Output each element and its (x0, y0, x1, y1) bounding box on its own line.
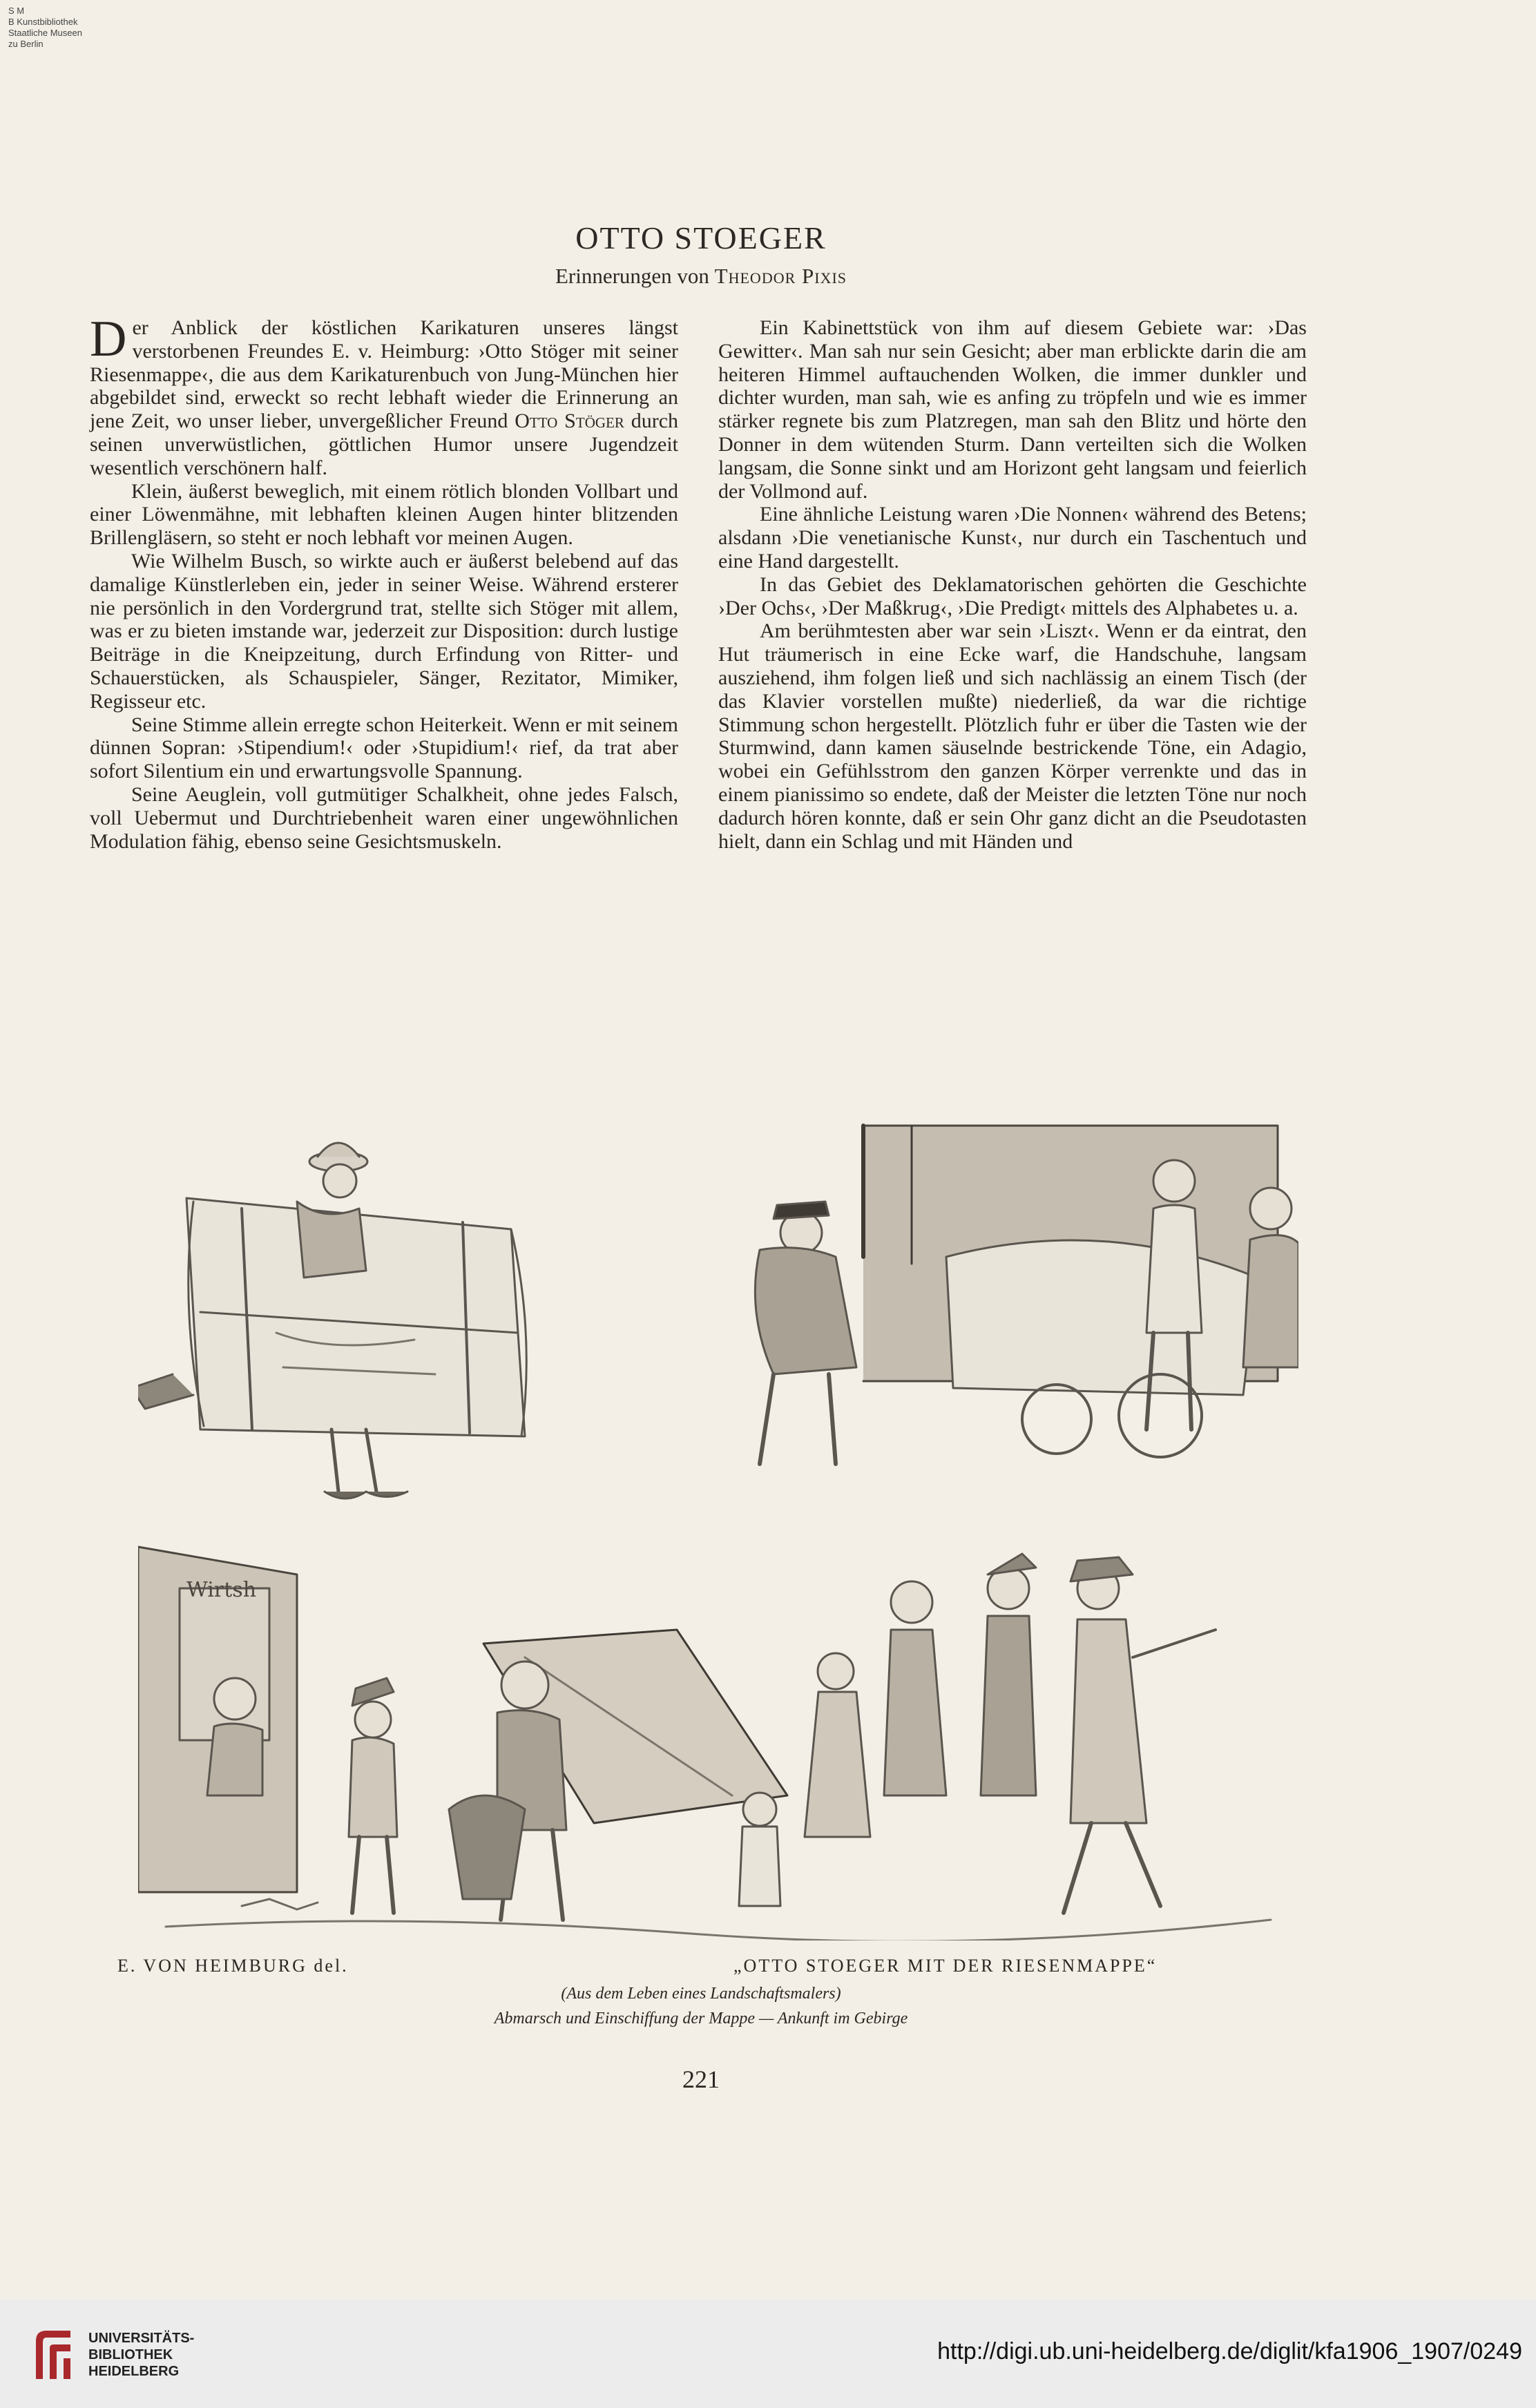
illustration-subcaption: Abmarsch und Einschiffung der Mappe — Ankunft im Gebirge (494, 2010, 908, 2027)
right-column (718, 316, 1307, 853)
paragraph: Ein Kabinettstück von ihm auf diesem Gebiete war: ›Das Gewitter‹. Man sah nur sein Gesicht; aber man erblickte darin die am heiteren Himmel auftauchenden Wolken, die immer dunkler und dichter wurden, man sah, wie es anfing zu tröpfeln und wie es immer stärker regnete bis zum Platzregen, man sah den Blitz und hörte den Donner in dem wütenden Sturm. Dann verteilten sich die Wolken langsam, die Sonne sinkt und am Horizont geht langsam und feierlich der Vollmond auf. (718, 316, 1307, 503)
library-name-line: HEIDELBERG (88, 2364, 180, 2379)
university-library-logo-icon (29, 2327, 77, 2382)
footer-bar (0, 2300, 1536, 2408)
drop-cap: D (90, 311, 127, 367)
subtitle-author: Theodor Pixis (714, 264, 847, 288)
illustration-caption: (Aus dem Leben eines Landschaftsmalers) (561, 1985, 841, 2003)
library-name (88, 2330, 194, 2380)
paragraph: Eine ähnliche Leistung waren ›Die Nonnen‹ während des Betens; alsdann ›Die venetianische Kunst‹, nur durch ein Taschentuch und eine Hand dargestellt. (718, 503, 1307, 572)
stamp-line: Staatliche Museen (8, 28, 82, 38)
library-stamp (8, 6, 98, 50)
article-title: OTTO STOEGER (575, 220, 827, 256)
paragraph: Klein, äußerst beweglich, mit einem rötlich blonden Vollbart und einer Löwenmähne, mit lebhaften kleinen Augen hinter blitzenden Brillengläsern, so steht er noch lebhaft vor meinen Augen. (90, 479, 678, 550)
paragraph: In das Gebiet des Deklamatorischen gehörten die Geschichte ›Der Ochs‹, ›Der Maßkrug‹, ›Die Predigt‹ mittels des Alphabetes u. a. (718, 572, 1307, 619)
paragraph (90, 311, 679, 480)
paragraph-text: er Anblick der köstlichen Karikaturen unseres längst verstorbenen Freundes E. v. Heimburg: ›Otto Stöger mit seiner Riesenmappe‹, die aus dem Karikaturenbuch von Jung-München hier abgebildet sind, erweckt so recht lebhaft wieder die Erinnerung an jene Zeit, wo unser lieber, unvergeßlicher Freund (90, 316, 678, 433)
article-subtitle (0, 264, 1402, 289)
stamp-line: zu Berlin (8, 39, 44, 49)
paragraph: Am berühmtesten aber war sein ›Liszt‹. Wenn er da eintrat, den Hut träumerisch in eine Ecke warf, die Handschuhe, langsam ausziehend, ihm folgen ließ und sich nachlässig an einem Tisch (der das Klavier vorstellen mußte) niederließ, da war die richtige Stimmung schon hergestellt. Plötzlich fuhr er über die Tasten wie der Sturmwind, dann kamen säuselnde bestrickende Töne, ein Adagio, wobei ein Gefühlsstrom den ganzen Körper verrenkte und das in einem pianissimo so endete, daß der Meister die letzten Töne nur noch dadurch hören konnte, daß er sein Ohr ganz dicht an die Pseudotasten hielt, dann ein Schlag und mit Händen und (718, 619, 1307, 853)
paragraph-text: durch seinen unverwüstlichen, göttlichen Humor unsere Jugendzeit wesentlich verschönern half. (90, 410, 679, 479)
cart-scene (755, 1126, 1298, 1464)
source-url-link[interactable]: http://digi.ub.uni-heidelberg.de/diglit/kfa1906_1907/0249 (937, 2338, 1522, 2364)
subtitle-prefix: Erinnerungen von (555, 264, 709, 288)
library-name-line: UNIVERSITÄTS- (88, 2331, 195, 2346)
inn-sign-text: Wirtsh (186, 1578, 257, 1602)
left-column (90, 311, 679, 853)
departure-scene (138, 1547, 1271, 1940)
stamp-line: B Kunstbibliothek (8, 17, 78, 27)
paragraph: Seine Aeuglein, voll gutmütiger Schalkheit, ohne jedes Falsch, voll Uebermut und Durchtriebenheit waren einer ungewöhnlichen Modulation fähig, ebenso seine Gesichtsmuskeln. (90, 782, 678, 853)
paragraph: Wie Wilhelm Busch, so wirkte auch er äußerst belebend auf das damalige Künstlerleben ein, jeder in seiner Weise. Während ersterer nie persönlich in den Vordergrund trat, stellte sich Stöger mit allem, was er zu bieten imstande war, jederzeit zur Disposition: durch lustige Beiträge in die Kneipzeitung, durch Erfindung von Ritter- und Schauerstücken, als Schauspieler, Sänger, Rezitator, Mimiker, Regisseur etc. (90, 549, 678, 713)
name-smallcaps: Otto Stöger (515, 410, 624, 433)
page-number: 221 (682, 2065, 720, 2093)
library-name-line: BIBLIOTHEK (88, 2347, 173, 2362)
paragraph: Seine Stimme allein erregte schon Heiterkeit. Wenn er mit seinem dünnen Sopran: ›Stipendium!‹ oder ›Stupidium!‹ rief, da trat aber sofort Silentium ein und erwartungsvolle Spannung. (90, 713, 678, 783)
caricature-illustration (138, 1105, 1298, 1940)
stamp-line: S M (8, 6, 25, 16)
portfolio-carrier-figure (138, 1143, 526, 1499)
illustration-title: „OTTO STOEGER MIT DER RIESENMAPPE“ (733, 1956, 1158, 1976)
illustration-credit: E. VON HEIMBURG del. (117, 1956, 349, 1976)
